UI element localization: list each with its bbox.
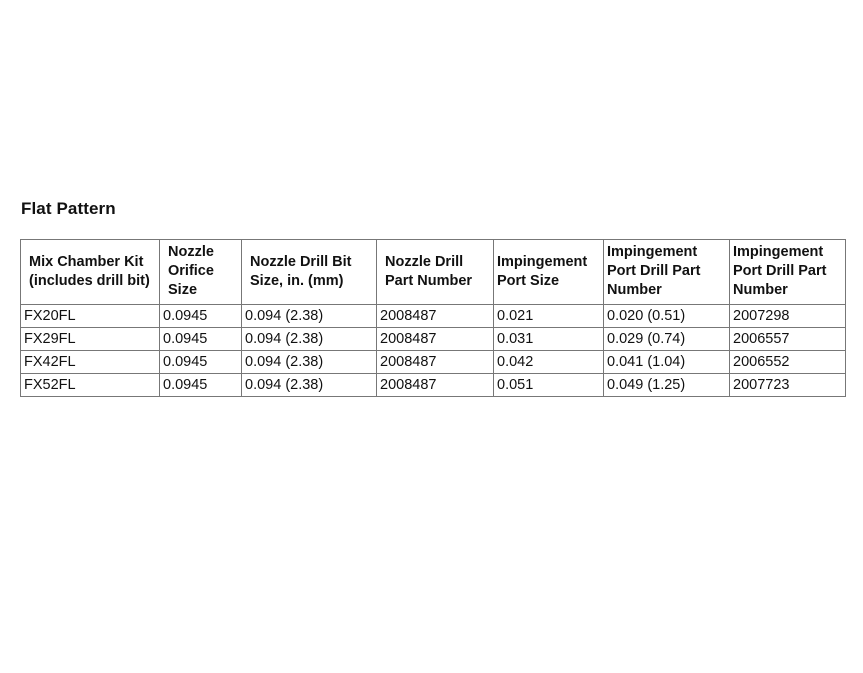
cell-drill-bit-size: 0.094 (2.38) (242, 305, 377, 328)
cell-kit: FX52FL (21, 374, 160, 397)
cell-kit: FX20FL (21, 305, 160, 328)
header-impingement-port-drill-size: Impingement Port Drill Part Number (604, 240, 730, 305)
flat-pattern-table (20, 239, 846, 397)
cell-port-drill-size: 0.020 (0.51) (604, 305, 730, 328)
section-title: Flat Pattern (21, 199, 116, 218)
cell-orifice-size: 0.0945 (160, 374, 242, 397)
cell-port-size: 0.021 (494, 305, 604, 328)
cell-port-drill-part: 2006557 (730, 328, 846, 351)
cell-port-drill-part: 2007298 (730, 305, 846, 328)
cell-drill-bit-size: 0.094 (2.38) (242, 374, 377, 397)
header-impingement-port-size: Impingement Port Size (494, 240, 604, 305)
table-row (21, 305, 846, 328)
cell-drill-bit-size: 0.094 (2.38) (242, 328, 377, 351)
cell-port-size: 0.051 (494, 374, 604, 397)
table-row (21, 374, 846, 397)
cell-port-drill-size: 0.049 (1.25) (604, 374, 730, 397)
cell-nozzle-drill-part: 2008487 (377, 305, 494, 328)
cell-nozzle-drill-part: 2008487 (377, 374, 494, 397)
table-header-row (21, 240, 846, 305)
header-impingement-port-drill-part-number: Impingement Port Drill Part Number (730, 240, 846, 305)
cell-port-drill-size: 0.029 (0.74) (604, 328, 730, 351)
header-mix-chamber-kit: Mix Chamber Kit (includes drill bit) (21, 240, 160, 305)
cell-drill-bit-size: 0.094 (2.38) (242, 351, 377, 374)
table-row (21, 351, 846, 374)
cell-orifice-size: 0.0945 (160, 305, 242, 328)
cell-orifice-size: 0.0945 (160, 351, 242, 374)
header-nozzle-drill-part-number: Nozzle Drill Part Number (377, 240, 494, 305)
cell-port-drill-size: 0.041 (1.04) (604, 351, 730, 374)
cell-kit: FX42FL (21, 351, 160, 374)
table-row (21, 328, 846, 351)
header-nozzle-drill-bit-size: Nozzle Drill Bit Size, in. (mm) (242, 240, 377, 305)
cell-port-size: 0.042 (494, 351, 604, 374)
cell-port-drill-part: 2006552 (730, 351, 846, 374)
cell-port-size: 0.031 (494, 328, 604, 351)
cell-orifice-size: 0.0945 (160, 328, 242, 351)
header-nozzle-orifice-size: Nozzle Orifice Size (160, 240, 242, 305)
cell-nozzle-drill-part: 2008487 (377, 351, 494, 374)
cell-port-drill-part: 2007723 (730, 374, 846, 397)
cell-nozzle-drill-part: 2008487 (377, 328, 494, 351)
cell-kit: FX29FL (21, 328, 160, 351)
